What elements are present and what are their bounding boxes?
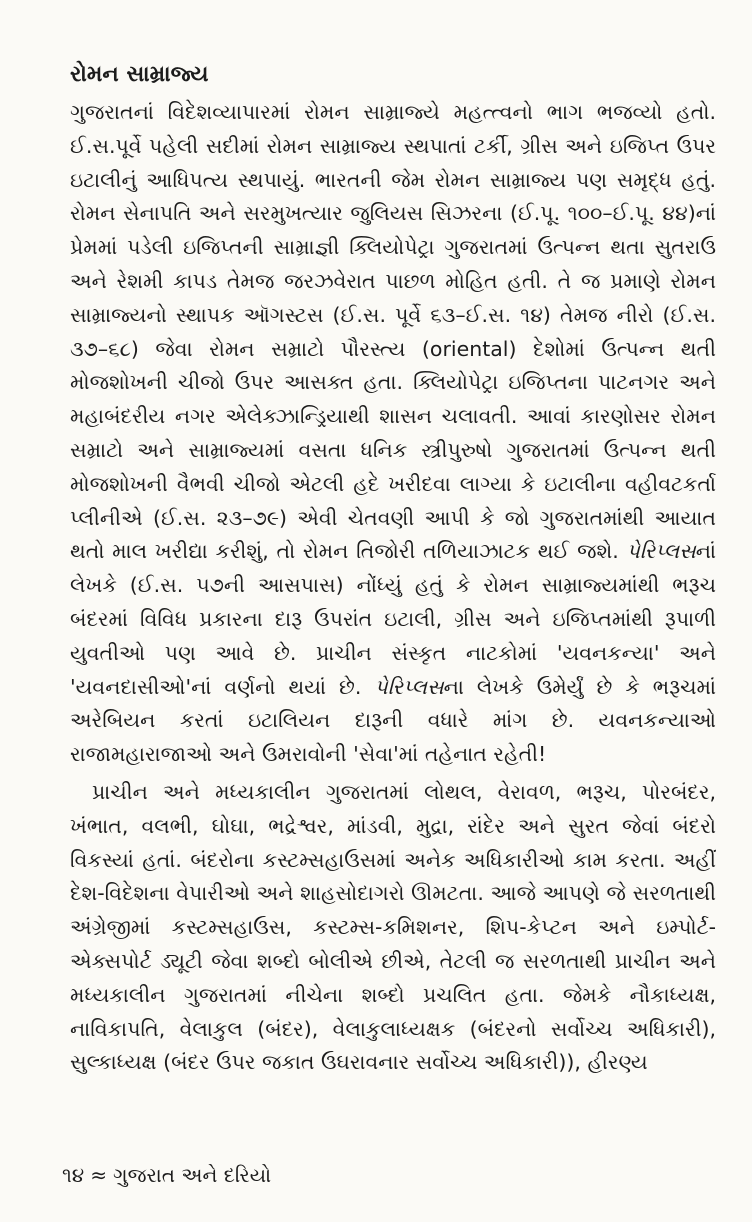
text-segment: ગુજરાતનાં વિદેશવ્યાપારમાં રોમન સામ્રાજ્યે મહત્ત્વનો ભાગ ભજવ્યો હતો. ઈ.સ.પૂર્વે પહેલી સદીમાં રોમન સામ્રાજ્ય સ્થપાતાં ટર્કી, ગ્રીસ અને ઇજિપ્ત ઉપર ઇટાલીનું આધિપત્ય સ્થપાયું. ભારતની જેમ રોમન સામ્રાજ્ય પણ સમૃદ્ધ હતું. રોમન સેનાપતિ અને સરમુખત્યાર જુલિયસ સિઝરના (ઈ.પૂ. ૧૦૦–ઈ.પૂ. ૪૪)નાં પ્રેમમાં પડેલી ઇજિપ્તની સામ્રાજ્ઞી ક્લિયોપેટ્રા ગુજરાતમાં ઉત્પન્ન થતા સુતરાઉ અને રેશમી કાપડ તેમજ જરઝવેરાત પાછળ મોહિત હતી. તે જ પ્રમાણે રોમન સામ્રાજ્યનો સ્થાપક ઑગસ્ટસ (ઈ.સ. પૂર્વે ૬૩–ઈ.સ. ૧૪) તેમજ નીરો (ઈ.સ. ૩૭–૬૮) જેવા રોમન સમ્રાટો પૌરસ્ત્ય (oriental) દેશોમાં ઉત્પન્ન થતી મોજશોખની ચીજો ઉપર આસક્ત હતા. ક્લિયોપેટ્રા ઇજિપ્તના પાટનગર અને મહાબંદરીય નગર એલેક્ઝાન્ડ્રિયાથી શાસન ચલાવતી. આવાં કારણોસર રોમન સમ્રાટો અને સામ્રાજ્યમાં વસતા ધનિક સ્ત્રીપુરુષો ગુજરાતમાં ઉત્પન્ન થતી મોજશોખની વૈભવી ચીજો એટલી હદે ખરીદવા લાગ્યા કે ઇટાલીના વહીવટકર્તા પ્લીનીએ (ઈ.સ. ૨૩–૭૯) એવી ચેતવણી આપી કે જો ગુજરાતમાંથી આયાત થતો માલ ખરીદ્યા કરીશું, તો રોમન તિજોરી તળિયાઝાટક થઈ જશે. xyxy=(70,100,716,564)
section-heading: રોમન સામ્રાજ્ય xyxy=(70,62,209,87)
page-number: ૧૪ xyxy=(62,1163,85,1187)
text-segment: ના લેખકે ઉમેર્યું છે કે ભરૂચમાં અરેબિયન કરતાં ઇટાલિયન દારૂની વધારે માંગ છે. યવનકન્યાઓ રાજામહારાજાઓ અને ઉમરાવોની 'સેવા'માં તહેનાત રહેતી! xyxy=(70,674,716,767)
text-segment: નાં લેખકે (ઈ.સ. ૫૭ની આસપાસ) નોંધ્યું હતું કે રોમન સામ્રાજ્યમાંથી ભરૂચ બંદરમાં વિવિધ પ્રકારના દારૂ ઉપરાંત ઇટાલી, ગ્રીસ અને ઇજિપ્તમાંથી રૂપાળી યુવતીઓ પણ આવે છે. પ્રાચીન સંસ્કૃત નાટકોમાં 'યવનકન્યા' અને 'યવનદાસીઓ'નાં વર્ણનો થયાં છે. xyxy=(70,539,716,699)
paragraph-ports: પ્રાચીન અને મધ્યકાલીન ગુજરાતમાં લોથલ, વેરાવળ, ભરૂચ, પોરબંદર, ખંભાત, વલભી, ઘોઘા, ભદ્રેશ્વર, માંડવી, મુદ્રા, રાંદેર અને સુરત જેવાં બંદરો વિકસ્યાં હતાં. બંદરોના કસ્ટમ્સહાઉસમાં અનેક અધિકારીઓ કામ કરતા. અહીં દેશ-વિદેશના વેપારીઓ અને શાહસોદાગરો ઊમટતા. આજે આપણે જે સરળતાથી અંગ્રેજીમાં કસ્ટમ્સહાઉસ, કસ્ટમ્સ-કમિશનર, શિપ-કેપ્ટન અને ઇમ્પોર્ટ-એક્સપોર્ટ ડ્યૂટી જેવા શબ્દો બોલીએ છીએ, તેટલી જ સરળતાથી પ્રાચીન અને મધ્યકાલીન ગુજરાતમાં નીચેના શબ્દો પ્રચલિત હતા. જેમકે નૌકાધ્યક્ષ, નાવિકાપતિ, વેલાકુલ (બંદર), વેલાકુલાધ્યક્ષક (બંદરનો સર્વોચ્ચ અધિકારી), સુલ્કાધ્યક્ષ (બંદર ઉપર જકાત ઉઘરાવનાર સર્વોચ્ચ અધિકારી)), હીરણ્ય xyxy=(70,779,716,1075)
paragraph-roman-empire xyxy=(70,96,716,772)
italic-book-title: પેરિપ્લસ xyxy=(374,674,444,699)
page-footer xyxy=(62,1160,271,1190)
footer-separator: ≈ xyxy=(90,1163,107,1187)
italic-book-title: પેરિપ્લસ xyxy=(626,539,696,564)
book-title: ગુજરાત અને દરિયો xyxy=(112,1163,272,1187)
